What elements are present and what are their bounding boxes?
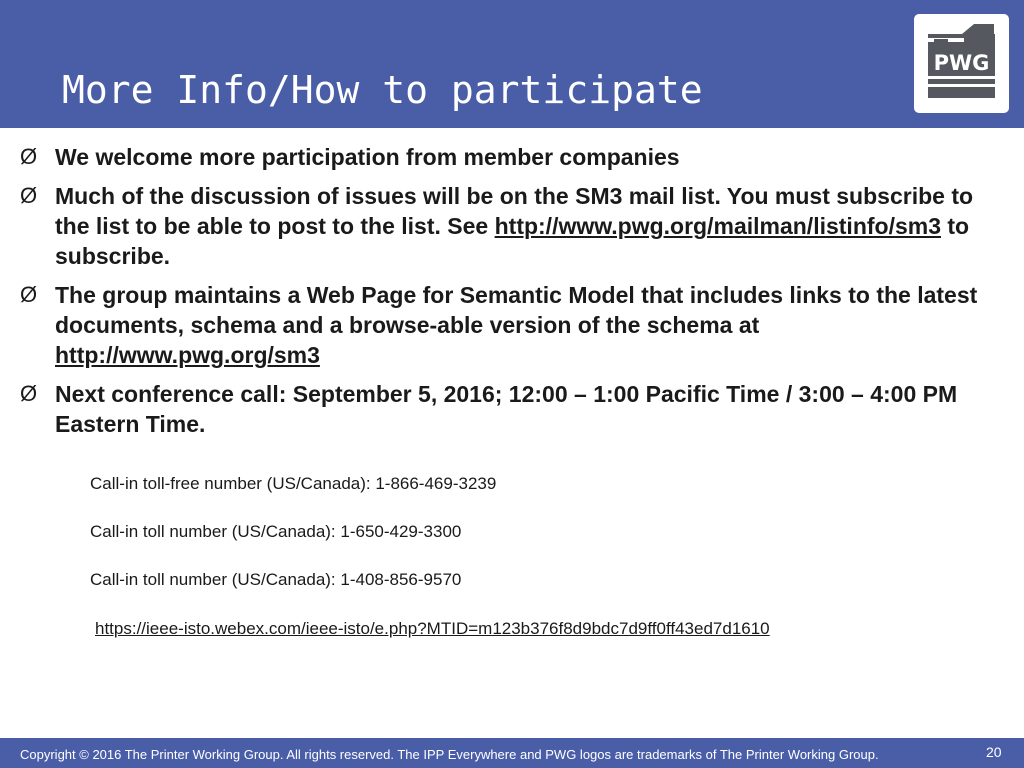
bullet-item [20,280,1010,370]
slide-title: More Info/How to participate [62,68,703,112]
arrow-bullet-icon: Ø [20,282,38,307]
mail-list-link[interactable]: http://www.pwg.org/mailman/listinfo/sm3 [494,213,941,239]
sm3-web-page-link[interactable]: http://www.pwg.org/sm3 [55,342,320,368]
slide-footer [0,738,1024,768]
bullet-list [20,142,1010,448]
pwg-printer-logo-icon [914,14,1009,113]
bullet-text-end: to subscribe. [55,213,970,269]
slide-header [0,0,1024,128]
bullet-item [20,181,1010,271]
callin-toll-650: Call-in toll number (US/Canada): 1-650-429-3300 [90,522,462,541]
callin-toll-408: Call-in toll number (US/Canada): 1-408-856-9570 [90,570,462,589]
bullet-text: Next conference call: September 5, 2016; 12:00 – 1:00 Pacific Time / 3:00 – 4:00 PM Eastern Time. [55,381,958,437]
callin-toll-free: Call-in toll-free number (US/Canada): 1-866-469-3239 [90,474,497,493]
pwg-logo [914,14,1009,113]
bullet-text: Much of the discussion of issues will be on the SM3 mail list. You must subscribe to the list to be able to post to the list. See [55,183,974,239]
page-number: 20 [986,744,1002,760]
webex-meeting-link[interactable]: https://ieee-isto.webex.com/ieee-isto/e.php?MTID=m123b376f8d9bdc7d9ff0ff43ed7d1610 [95,619,770,638]
arrow-bullet-icon: Ø [20,381,38,406]
bullet-text: We welcome more participation from member companies [55,144,680,170]
arrow-bullet-icon: Ø [20,144,38,169]
bullet-item [20,379,1010,439]
bullet-text: The group maintains a Web Page for Semantic Model that includes links to the latest documents, schema and a browse-able version of the schema at [55,282,978,338]
bullet-item [20,142,1010,172]
copyright-text: Copyright © 2016 The Printer Working Group. All rights reserved. The IPP Everywhere and PWG logos are trademarks of The Printer Working Group. [20,747,879,762]
arrow-bullet-icon: Ø [20,183,38,208]
logo-text: PWG [933,51,990,75]
